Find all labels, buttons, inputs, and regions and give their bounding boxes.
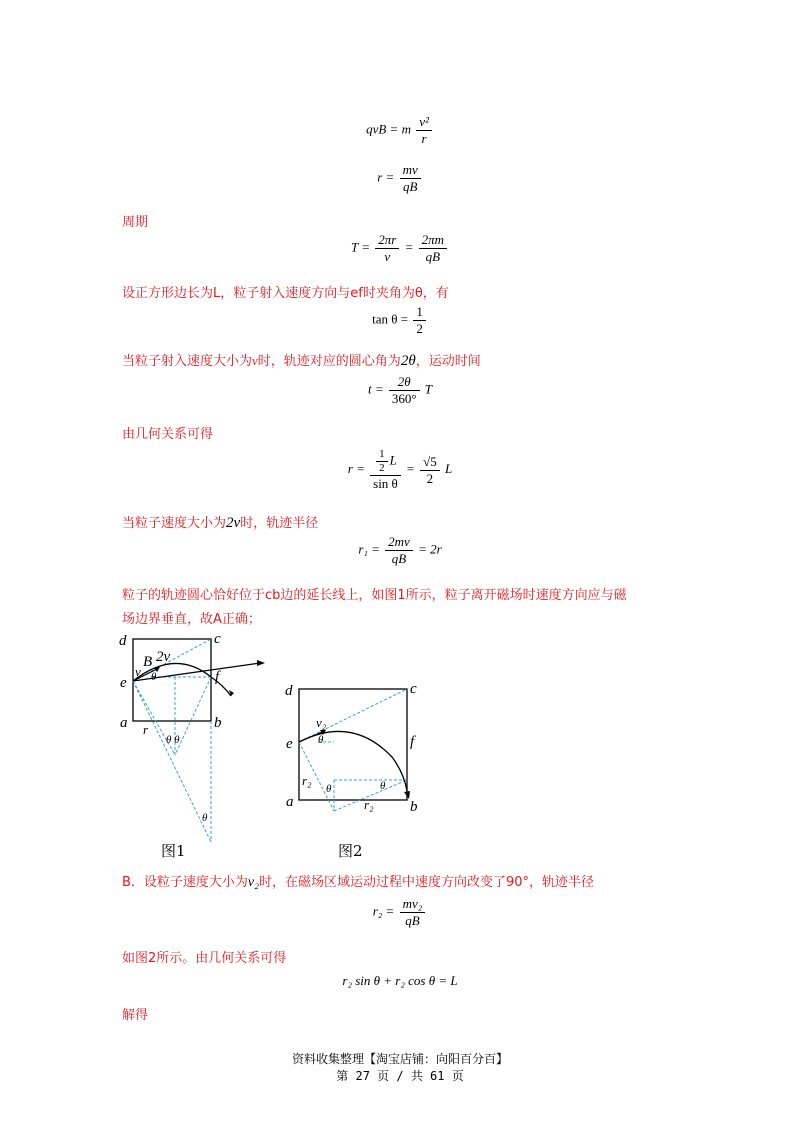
text-geometry1: 由几何关系可得	[122, 427, 214, 442]
eq5-fraction	[389, 374, 420, 407]
equation-r2	[0, 896, 800, 929]
speed-v-e: ，运动时间	[415, 354, 481, 369]
equation-r-geometry	[0, 448, 800, 492]
eq5-den: 360°	[391, 391, 417, 406]
text-zhouqi: 周期	[122, 215, 149, 230]
fig1-label-b: b	[214, 715, 222, 731]
eq6-num2: √5	[420, 454, 440, 471]
fig1-label-r: r	[143, 722, 149, 737]
eq3-num1: 2πr	[375, 232, 399, 249]
speed-2v-a: 当粒子速度大小为	[122, 516, 227, 531]
eq6-mid: =	[406, 460, 415, 476]
fig1-label-theta-theta: θ θ	[166, 734, 180, 746]
eq2-den: qB	[402, 179, 418, 194]
equation-radius	[0, 162, 800, 195]
fig1-label-v: v	[135, 664, 141, 679]
eq6-num	[370, 448, 401, 476]
text-speed-2v	[122, 512, 318, 532]
fig2-label-f: f	[410, 734, 415, 750]
fig2-label-c: c	[410, 681, 417, 697]
equation-time	[0, 374, 800, 407]
eq1-lhs: qvB = m	[366, 121, 411, 137]
speed-2v-b: 2v	[226, 515, 241, 531]
fig2-caption: 图2	[338, 842, 363, 860]
fig2-label-r2-bottom: r₂	[364, 797, 374, 812]
fig2-label-a: a	[286, 794, 294, 810]
equation-geometry2: r₂ sin θ + r₂ cos θ = L	[342, 973, 458, 988]
figure-1	[115, 630, 285, 862]
eq6-inner-L: L	[389, 452, 397, 468]
eq3-den2: qB	[425, 249, 441, 264]
fig1-label-theta-bottom: θ	[202, 812, 208, 824]
eq7-den: qB	[391, 551, 407, 566]
fig2-label-r2-left: r₂	[302, 773, 312, 788]
fig2-label-theta-left: θ	[326, 783, 332, 795]
eq3-fraction-1	[375, 232, 399, 265]
eq3-fraction-2	[419, 232, 447, 265]
fig1-label-theta: θ	[151, 671, 157, 683]
speed-v-c: 时，轨迹对应的圆心角为	[257, 354, 401, 369]
eq5-num: 2θ	[389, 374, 420, 391]
fig1-trajectory-exit	[211, 677, 231, 696]
eq3-den1: v	[384, 249, 391, 264]
eq2-lhs: r =	[377, 169, 395, 185]
eq4-den: 2	[416, 321, 423, 336]
eq7-rhs: = 2r	[418, 541, 442, 557]
fig1-label-d: d	[119, 633, 127, 649]
speed-v-b: v	[252, 353, 258, 368]
eq6-den2: 2	[426, 470, 434, 486]
fig2-square	[299, 689, 407, 800]
fig1-label-B: B	[143, 654, 153, 670]
option-b-a: B．设粒子速度大小为	[122, 875, 248, 890]
text-speed-v	[122, 350, 481, 370]
text-fig2-ref: 如图2所示。由几何关系可得	[122, 951, 287, 966]
fig1-label-2v: 2v	[156, 649, 171, 665]
eq6-inner-fraction	[376, 448, 388, 475]
eq2-num: mv	[400, 162, 421, 179]
eq5-rhs: T	[424, 381, 433, 397]
fig2-label-theta-right: θ	[380, 780, 386, 792]
eq6-inner-den: 2	[379, 462, 385, 474]
eq6-rhs: L	[444, 460, 453, 476]
eq8-den: qB	[405, 913, 420, 928]
equation-tan	[0, 304, 800, 337]
eq1-num: v²	[416, 114, 432, 131]
fig1-arrow-right	[257, 660, 265, 666]
fig2-label-e: e	[286, 736, 293, 752]
eq1-den: r	[421, 131, 427, 146]
eq6-lhs: r =	[347, 460, 365, 476]
eq2-fraction	[400, 162, 421, 195]
fig1-label-c: c	[214, 631, 221, 647]
paragraph-conclusion-a	[122, 584, 627, 632]
eq7-fraction	[385, 534, 413, 567]
figure-2	[282, 675, 432, 825]
eq6-den: sin θ	[373, 476, 398, 491]
fig1-caption: 图1	[161, 842, 186, 860]
eq3-lhs: T =	[350, 239, 370, 255]
footer-page-number: 第 27 页 / 共 61 页	[336, 1069, 464, 1083]
eq8-num: mv₂	[400, 896, 426, 913]
speed-2v-c: 时，轨迹半径	[240, 516, 319, 531]
equation-r1	[0, 534, 800, 567]
fig2-label-d: d	[285, 683, 293, 699]
option-b-b: v₂	[247, 875, 260, 890]
fig1-label-f: f	[215, 669, 220, 685]
para-line-2: 场边界垂直，故A正确；	[122, 612, 261, 627]
eq4-fraction	[413, 304, 426, 337]
footer-source: 资料收集整理【淘宝店铺：向阳百分百】	[291, 1052, 508, 1066]
fig2-trajectory	[299, 731, 407, 791]
para-line-1: 粒子的轨迹圆心恰好位于cb边的延长线上，如图1所示，粒子离开磁场时速度方向应与磁	[122, 588, 627, 603]
eq1-fraction	[416, 114, 432, 147]
fig1-square	[133, 639, 211, 721]
fig2-label-b: b	[410, 799, 418, 815]
eq6-inner-num: 1	[376, 448, 388, 462]
eq5-lhs: t =	[367, 381, 384, 397]
eq3-num2: 2πm	[419, 232, 447, 249]
eq6-fraction	[370, 448, 401, 492]
equation-period	[0, 232, 800, 265]
text-option-b	[122, 871, 594, 891]
eq8-lhs: r₂ =	[372, 903, 395, 919]
fig1-label-e: e	[120, 675, 127, 691]
text-setup: 设正方形边长为L，粒子射入速度方向与ef时夹角为θ，有	[122, 286, 449, 301]
fig2-label-theta-top: θ	[318, 734, 324, 746]
fig2-label-v2: v₂	[316, 715, 327, 730]
speed-v-a: 当粒子射入速度大小为	[122, 354, 253, 369]
eq8-fraction	[400, 896, 426, 929]
eq4-num: 1	[413, 304, 426, 321]
eq4-lhs: tan θ =	[372, 311, 409, 327]
option-b-c: 时，在磁场区域运动过程中速度方向改变了90°，轨迹半径	[259, 875, 595, 890]
speed-v-d: 2θ	[400, 353, 416, 369]
eq7-num: 2mv	[385, 534, 413, 551]
eq6-fraction-2	[420, 454, 440, 487]
text-jiede: 解得	[122, 1008, 149, 1023]
eq3-mid: =	[404, 239, 414, 255]
fig2-dashed-lines	[299, 689, 407, 811]
fig1-label-a: a	[120, 715, 128, 731]
equation-lorentz	[0, 114, 800, 147]
eq7-lhs: r₁ =	[358, 541, 380, 557]
